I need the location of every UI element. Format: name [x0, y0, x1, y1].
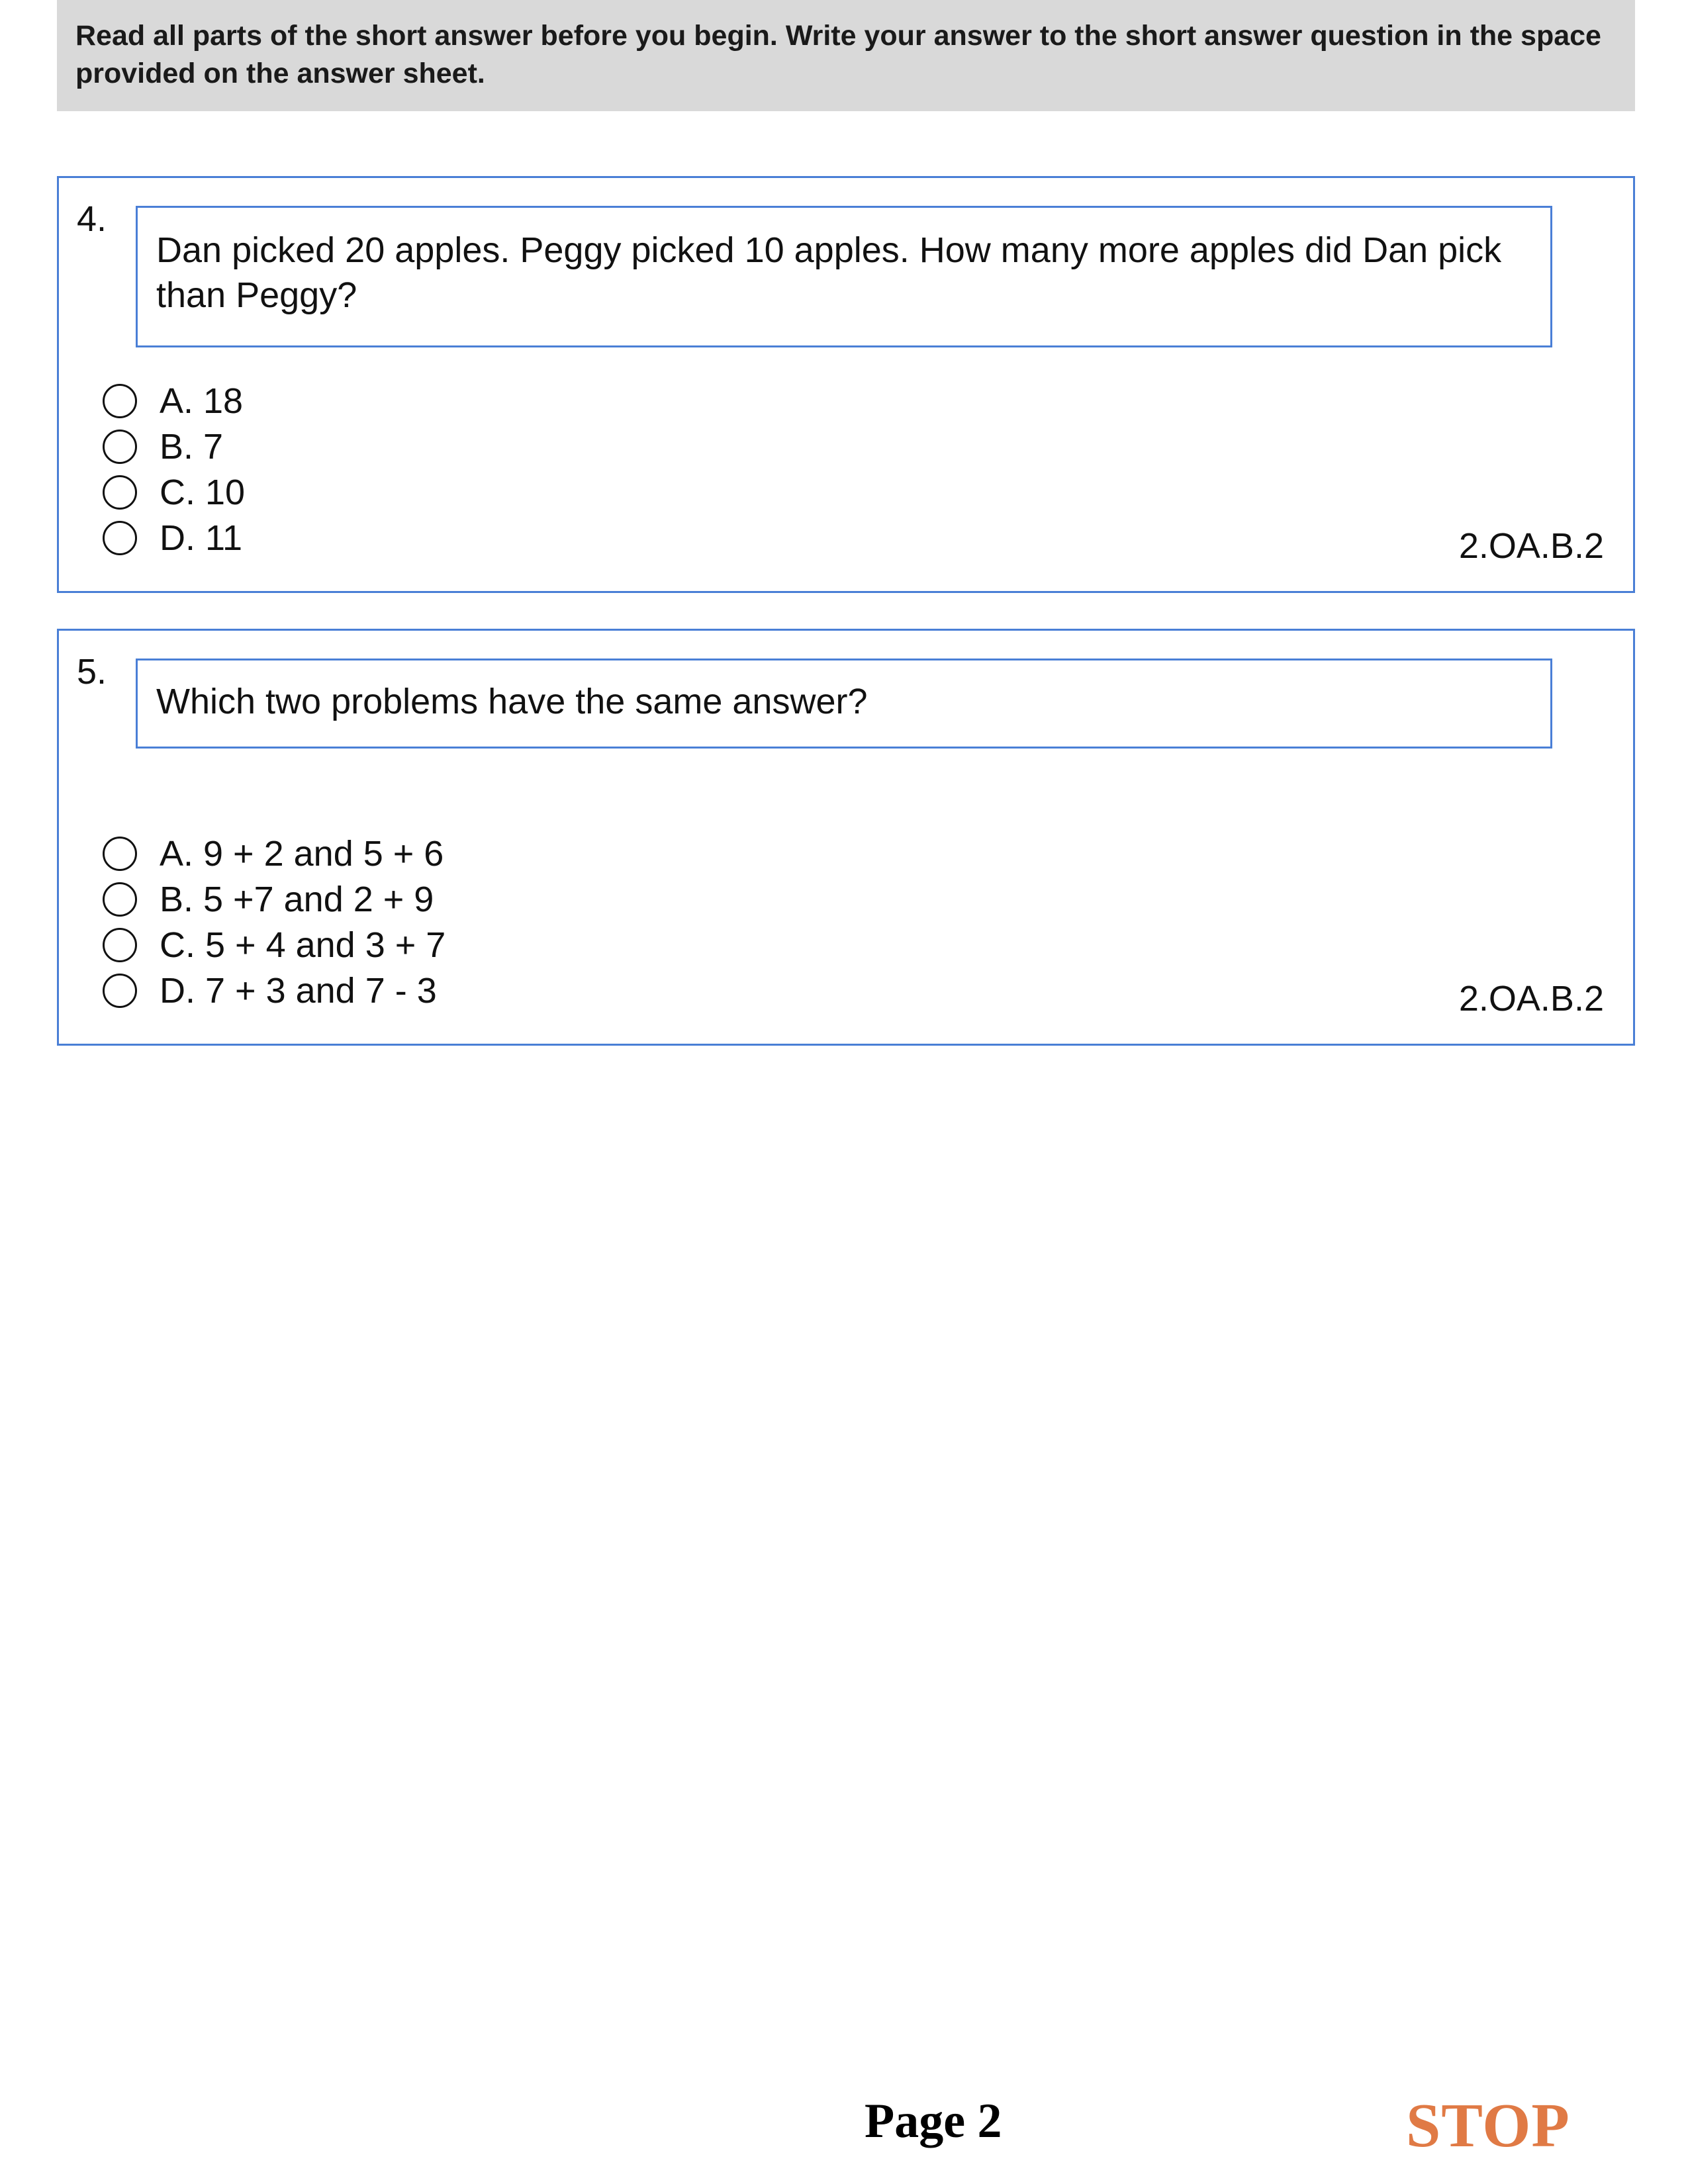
- radio-button-icon[interactable]: [103, 974, 137, 1008]
- question-4: [57, 176, 1635, 593]
- option-a[interactable]: [103, 831, 445, 876]
- option-label: D. 11: [160, 518, 243, 558]
- option-d[interactable]: [103, 515, 245, 561]
- option-d[interactable]: [103, 968, 445, 1013]
- option-label: C. 10: [160, 472, 246, 512]
- instructions-text: Read all parts of the short answer before you begin. Write your answer to the short answer question in the space provided on the answer sheet.: [75, 20, 1601, 89]
- question-5: [57, 629, 1635, 1046]
- radio-button-icon[interactable]: [103, 882, 137, 917]
- question-number: 4.: [77, 199, 107, 239]
- question-prompt: Dan picked 20 apples. Peggy picked 10 apples. How many more apples did Dan pick than Peggy?: [136, 206, 1552, 347]
- option-label: B. 7: [160, 426, 224, 467]
- option-label: A. 18: [160, 381, 244, 421]
- radio-button-icon[interactable]: [103, 837, 137, 871]
- standard-code: 2.OA.B.2: [1458, 979, 1604, 1019]
- page-number: Page 2: [865, 2094, 1002, 2148]
- option-label: B. 5 +7 and 2 + 9: [160, 879, 434, 919]
- question-prompt: Which two problems have the same answer?: [136, 659, 1552, 749]
- stop-label: STOP: [1406, 2091, 1570, 2160]
- option-label: C. 5 + 4 and 3 + 7: [160, 925, 446, 965]
- answer-options: [103, 831, 445, 1013]
- radio-button-icon[interactable]: [103, 384, 137, 418]
- standard-code: 2.OA.B.2: [1458, 526, 1604, 566]
- radio-button-icon[interactable]: [103, 928, 137, 962]
- option-label: A. 9 + 2 and 5 + 6: [160, 833, 444, 874]
- option-b[interactable]: [103, 876, 445, 922]
- radio-button-icon[interactable]: [103, 475, 137, 510]
- option-a[interactable]: [103, 378, 245, 424]
- radio-button-icon[interactable]: [103, 430, 137, 464]
- radio-button-icon[interactable]: [103, 521, 137, 555]
- option-label: D. 7 + 3 and 7 - 3: [160, 970, 437, 1011]
- option-b[interactable]: [103, 424, 245, 469]
- instructions-banner: [57, 0, 1635, 111]
- question-number: 5.: [77, 652, 107, 692]
- option-c[interactable]: [103, 469, 245, 515]
- answer-options: [103, 378, 245, 561]
- option-c[interactable]: [103, 922, 445, 968]
